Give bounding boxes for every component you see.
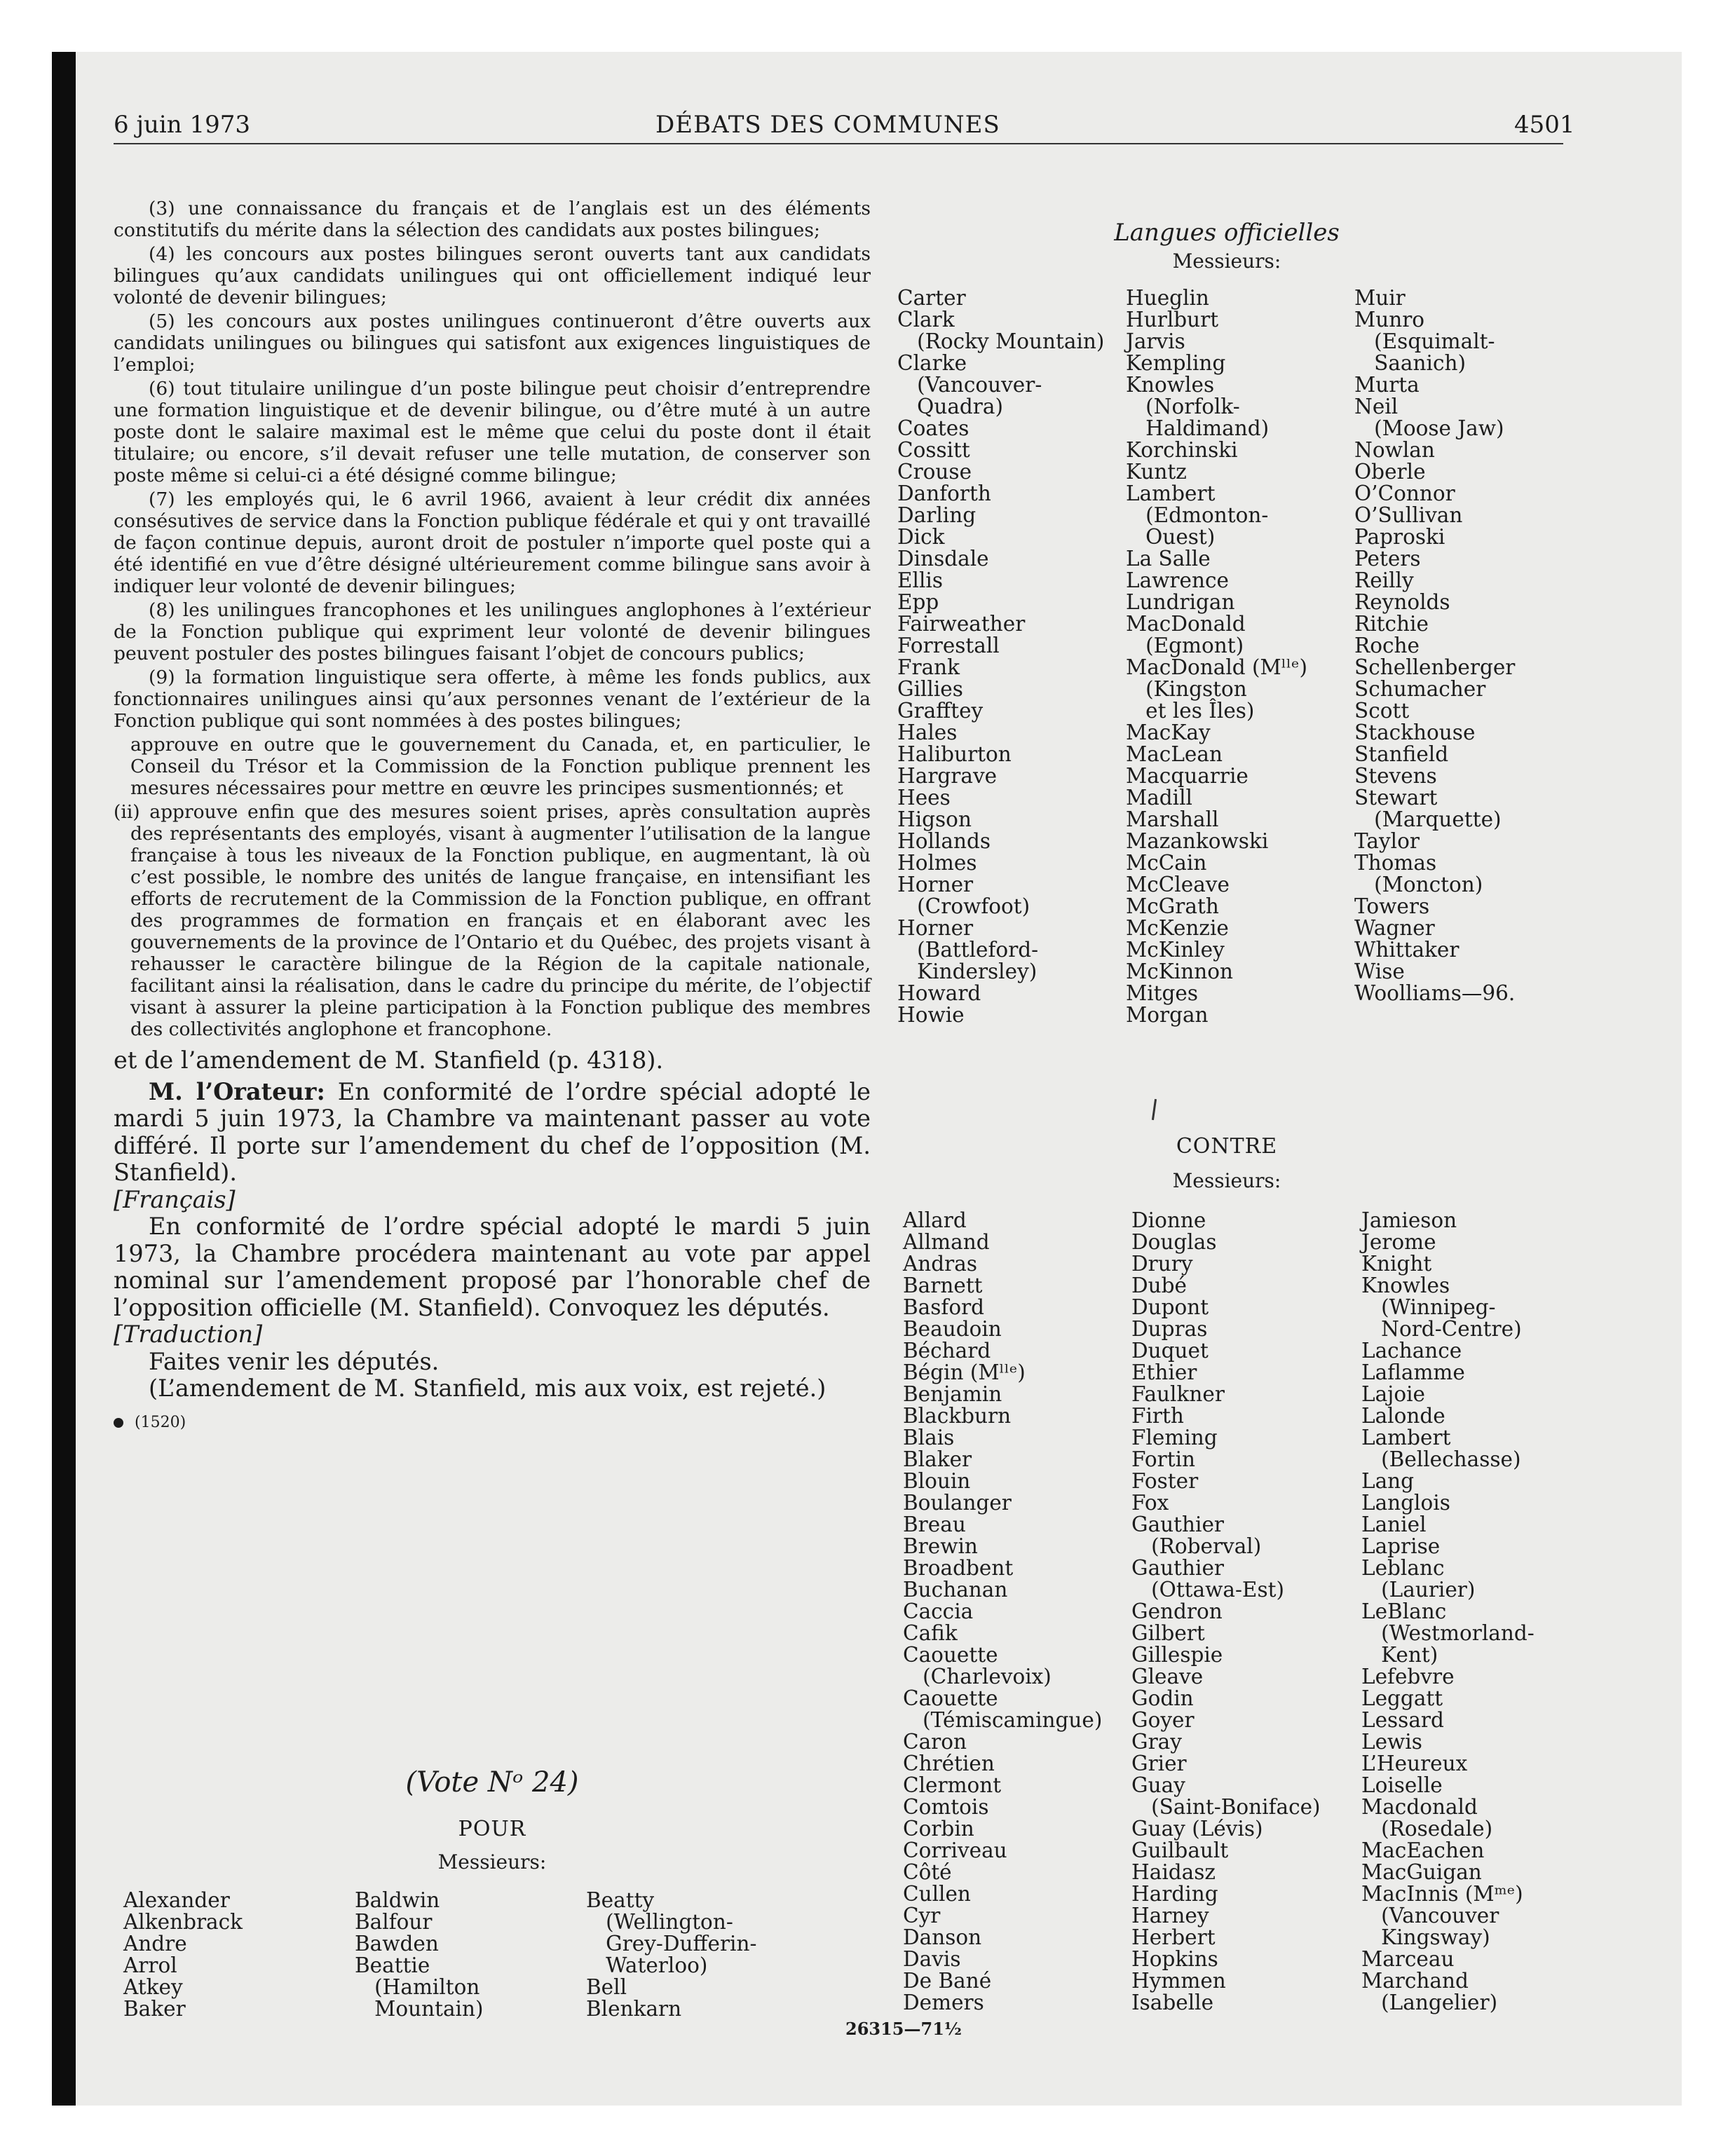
member-name: Murta xyxy=(1354,373,1420,397)
result-text: (L’amendement de M. Stanfield, mis aux voix, est rejeté.) xyxy=(149,1374,826,1402)
clause-5: (5) les concours aux postes unilingues continueront d’être ouverts aux candidats unilingues ou bilingues qui satisfont aux exigences linguistiques de l’emploi; xyxy=(114,311,871,376)
member-name: Haliburton xyxy=(897,742,1012,766)
member-name: Loiselle xyxy=(1361,1773,1443,1797)
member-name: Haidasz xyxy=(1131,1860,1216,1884)
member-name: (Saint-Boniface) xyxy=(1131,1795,1321,1819)
member-name: Paproski xyxy=(1354,525,1445,549)
member-name: Lalonde xyxy=(1361,1404,1445,1428)
member-name: Dinsdale xyxy=(897,547,989,571)
member-name: Dionne xyxy=(1131,1208,1206,1232)
member-name: Coates xyxy=(897,416,969,440)
member-name: Korchinski xyxy=(1126,438,1238,462)
member-name: (Vancouver xyxy=(1361,1904,1499,1928)
member-name: Laflamme xyxy=(1361,1360,1465,1384)
member-name: Gleave xyxy=(1131,1665,1204,1688)
member-name: Blenkarn xyxy=(586,1997,682,2021)
member-name: La Salle xyxy=(1126,547,1211,571)
member-name: Caouette xyxy=(903,1686,998,1710)
member-name: Fox xyxy=(1131,1491,1169,1515)
clause-3: (3) une connaissance du français et de l’anglais est un des éléments constitutifs du mérite dans la sélection des candidats aux postes bilingues; xyxy=(114,198,871,241)
member-name: Fleming xyxy=(1131,1426,1218,1449)
member-name: Marchand xyxy=(1361,1969,1469,1993)
member-name: Forrestall xyxy=(897,634,1000,657)
contre-heading: CONTRE xyxy=(1176,1134,1278,1159)
member-name: Grafftey xyxy=(897,699,984,723)
member-name: (Rosedale) xyxy=(1361,1817,1493,1841)
member-name: Gauthier xyxy=(1131,1513,1225,1536)
member-name: Roche xyxy=(1354,634,1420,657)
clause-ii: (ii) approuve enfin que des mesures soient prises, après consultation auprès des représentants des employés, visant à augmenter l’utilisation de la langue française à tous les niveaux de la Fonction publique, en augmentant, là où c’est possible, le nombre des unités de langue française, en intensifiant les efforts de recrutement de la Commission de la Fonction publique, en offrant des programmes de formation en français et en élaborant avec les gouvernements de la province de l’Ontario et du Québec, des projets visant à rehausser le caractère bilingue de la Région de la capitale nationale, facilitant ainsi la réalisation, dans le cadre du principe du mérite, de l’objectif visant à assurer la pleine participation à la Fonction publique des membres des collectivités anglophone et francophone. xyxy=(114,801,871,1040)
member-name: Nowlan xyxy=(1354,438,1435,462)
clause-6: (6) tout titulaire unilingue d’un poste bilingue peut choisir d’entreprendre une formation linguistique et de devenir bilingue, ou d’être muté à un autre poste dont le salaire maximal est le même que celui du poste dont il était titulaire; ou encore, s’il devait refuser une telle mutation, de conserver son poste même si celui-ci a été désigné comme bilingue; xyxy=(114,378,871,486)
member-name: O’Sullivan xyxy=(1354,503,1463,527)
member-name: Blackburn xyxy=(903,1404,1012,1428)
member-name: Stackhouse xyxy=(1354,721,1476,744)
member-name: Muir xyxy=(1354,286,1406,310)
member-name: Scott xyxy=(1354,699,1410,723)
contre-column-1 xyxy=(903,1210,1102,2014)
member-name: MacKay xyxy=(1126,721,1211,744)
member-name: Beatty xyxy=(586,1888,655,1912)
contre-messieurs: Messieurs: xyxy=(1172,1169,1281,1192)
member-name: McCain xyxy=(1126,851,1207,875)
member-name: Gillies xyxy=(897,677,963,701)
member-name: Wise xyxy=(1354,960,1405,983)
member-name: Frank xyxy=(897,655,960,679)
member-name: (Crowfoot) xyxy=(897,894,1030,918)
member-name: Thomas xyxy=(1354,851,1437,875)
member-name: Fortin xyxy=(1131,1447,1196,1471)
pour-column-1 xyxy=(123,1890,243,2020)
member-name: Dupras xyxy=(1131,1317,1208,1341)
member-name: Broadbent xyxy=(903,1556,1014,1580)
member-name: McGrath xyxy=(1126,894,1219,918)
member-name: Nord-Centre) xyxy=(1361,1317,1522,1341)
member-name: Leblanc xyxy=(1361,1556,1445,1580)
francais-tag: [Français] xyxy=(114,1185,236,1213)
member-name: Holmes xyxy=(897,851,977,875)
member-name: Langlois xyxy=(1361,1491,1450,1515)
francais-text: En conformité de l’ordre spécial adopté le mardi 5 juin 1973, la Chambre procédera maintenant au vote par appel nominal sur l’amendement proposé par l’honorable chef de l’opposition officielle (M. Stanfield). Convoquez les députés. xyxy=(114,1213,871,1321)
vote-title: (Vote Nᵒ 24) xyxy=(405,1766,579,1799)
member-name: Jamieson xyxy=(1361,1208,1457,1232)
member-name: Kingsway) xyxy=(1361,1925,1490,1949)
member-name: Isabelle xyxy=(1131,1991,1214,2014)
langues-title: Langues officielles xyxy=(1114,219,1340,247)
member-name: MacLean xyxy=(1126,742,1223,766)
member-name: Lawrence xyxy=(1126,568,1229,592)
member-name: Danforth xyxy=(897,482,991,505)
langues-messieurs: Messieurs: xyxy=(1172,250,1281,273)
member-name: Arrol xyxy=(123,1953,177,1977)
member-name: Stevens xyxy=(1354,764,1437,788)
member-name: (Edmonton- xyxy=(1126,503,1269,527)
member-name: Lundrigan xyxy=(1126,590,1235,614)
member-name: (Moose Jaw) xyxy=(1354,416,1504,440)
member-name: (Winnipeg- xyxy=(1361,1295,1496,1319)
langues-column-1 xyxy=(897,287,1104,1026)
member-name: Caouette xyxy=(903,1643,998,1667)
member-name: Jarvis xyxy=(1126,329,1185,353)
member-name: Blaker xyxy=(903,1447,972,1471)
member-name: Grier xyxy=(1131,1752,1187,1775)
member-name: Davis xyxy=(903,1947,961,1971)
member-name: Neil xyxy=(1354,395,1399,418)
member-name: Hees xyxy=(897,786,951,810)
member-name: Corbin xyxy=(903,1817,974,1841)
member-name: Schumacher xyxy=(1354,677,1486,701)
member-name: Reilly xyxy=(1354,568,1414,592)
member-name: Hargrave xyxy=(897,764,998,788)
member-name: Horner xyxy=(897,916,974,940)
member-name: Wagner xyxy=(1354,916,1435,940)
member-name: (Egmont) xyxy=(1126,634,1244,657)
member-name: Demers xyxy=(903,1991,984,2014)
member-name: Munro xyxy=(1354,308,1425,332)
clause-9: (9) la formation linguistique sera offerte, à même les fonds publics, aux fonctionnaires unilingues ainsi qu’aux personnes venant de l’extérieur de la Fonction publique qui sont nommées à des postes bilingues; xyxy=(114,667,871,732)
member-name: Breau xyxy=(903,1513,966,1536)
member-name: Lang xyxy=(1361,1469,1415,1493)
member-name: Beattie xyxy=(355,1953,430,1977)
member-name: Bawden xyxy=(355,1932,439,1956)
member-name: Morgan xyxy=(1126,1003,1209,1027)
member-name: Allmand xyxy=(903,1230,990,1254)
member-name: Towers xyxy=(1354,894,1430,918)
member-name: (Témiscamingue) xyxy=(903,1708,1103,1732)
member-name: Dick xyxy=(897,525,945,549)
member-name: Faulkner xyxy=(1131,1382,1225,1406)
member-name: Lajoie xyxy=(1361,1382,1425,1406)
clause-7: (7) les employés qui, le 6 avril 1966, avaient à leur crédit dix années consésutives de service dans la Fonction publique fédérale et qui y ont travaillé de façon continue depuis, auront droit de postuler n’importe quel poste qui a été identifié en vue d’être désigné ultérieurement comme bilingue sans avoir à indiquer leur volonté de devenir bilingues; xyxy=(114,489,871,597)
member-name: (Ottawa-Est) xyxy=(1131,1578,1284,1602)
member-name: MacEachen xyxy=(1361,1838,1485,1862)
member-name: Higson xyxy=(897,807,972,831)
member-name: Gilbert xyxy=(1131,1621,1205,1645)
member-name: Lachance xyxy=(1361,1339,1462,1363)
member-name: Guay (Lévis) xyxy=(1131,1817,1263,1841)
member-name: Stanfield xyxy=(1354,742,1449,766)
member-name: Gillespie xyxy=(1131,1643,1223,1667)
member-name: Marceau xyxy=(1361,1947,1455,1971)
member-name: MacDonald xyxy=(1126,612,1246,636)
member-name: Gauthier xyxy=(1131,1556,1225,1580)
member-name: Whittaker xyxy=(1354,938,1460,962)
timestamp-text: (1520) xyxy=(135,1413,186,1431)
member-name: Dupont xyxy=(1131,1295,1209,1319)
member-name: (Roberval) xyxy=(1131,1534,1262,1558)
member-name: Godin xyxy=(1131,1686,1194,1710)
member-name: Lambert xyxy=(1361,1426,1451,1449)
member-name: Knowles xyxy=(1126,373,1215,397)
member-name: Leggatt xyxy=(1361,1686,1443,1710)
member-name: Howard xyxy=(897,981,981,1005)
member-name: Kindersley) xyxy=(897,960,1037,983)
member-name: L’Heureux xyxy=(1361,1752,1468,1775)
left-column xyxy=(114,198,871,1431)
pour-heading: POUR xyxy=(458,1817,526,1841)
member-name: De Bané xyxy=(903,1969,992,1993)
member-name: Knight xyxy=(1361,1252,1432,1276)
header-title: DÉBATS DES COMMUNES xyxy=(655,111,1000,139)
member-name: Ouest) xyxy=(1126,525,1216,549)
member-name: Alexander xyxy=(123,1888,230,1912)
member-name: (Marquette) xyxy=(1354,807,1502,831)
member-name: Haldimand) xyxy=(1126,416,1270,440)
member-name: Comtois xyxy=(903,1795,989,1819)
member-name: Buchanan xyxy=(903,1578,1008,1602)
member-name: MacInnis (Mᵐᵉ) xyxy=(1361,1882,1523,1906)
member-name: (Westmorland- xyxy=(1361,1621,1535,1645)
member-name: McKinnon xyxy=(1126,960,1233,983)
member-name: Allard xyxy=(903,1208,967,1232)
member-name: Herbert xyxy=(1131,1925,1216,1949)
member-name: Harding xyxy=(1131,1882,1218,1906)
member-name: Kuntz xyxy=(1126,460,1187,484)
member-name: Lefebvre xyxy=(1361,1665,1455,1688)
member-name: Ritchie xyxy=(1354,612,1429,636)
member-name: Andre xyxy=(123,1932,187,1956)
member-name: et les Îles) xyxy=(1126,699,1255,723)
member-name: Beaudoin xyxy=(903,1317,1002,1341)
langues-column-3 xyxy=(1354,287,1515,1004)
member-name: Caron xyxy=(903,1730,967,1754)
contre-column-3 xyxy=(1361,1210,1535,2014)
langues-column-2 xyxy=(1126,287,1307,1026)
member-name: (Hamilton xyxy=(355,1975,480,1999)
member-name: LeBlanc xyxy=(1361,1599,1447,1623)
member-name: (Langelier) xyxy=(1361,1991,1498,2014)
member-name: Blouin xyxy=(903,1469,971,1493)
member-name: Fairweather xyxy=(897,612,1026,636)
member-name: Hurlburt xyxy=(1126,308,1219,332)
member-name: McKenzie xyxy=(1126,916,1229,940)
member-name: McKinley xyxy=(1126,938,1225,962)
member-name: Gendron xyxy=(1131,1599,1223,1623)
member-name: Dubé xyxy=(1131,1274,1187,1297)
bullet-icon xyxy=(114,1418,123,1428)
member-name: Ellis xyxy=(897,568,943,592)
member-name: (Charlevoix) xyxy=(903,1665,1052,1688)
traduction-tag: [Traduction] xyxy=(114,1321,263,1348)
member-name: Lessard xyxy=(1361,1708,1444,1732)
header-rule xyxy=(114,143,1563,144)
timestamp xyxy=(114,1414,871,1431)
member-name: Goyer xyxy=(1131,1708,1195,1732)
member-name: MacDonald (Mˡˡᵉ) xyxy=(1126,655,1307,679)
member-name: Schellenberger xyxy=(1354,655,1516,679)
member-name: Cyr xyxy=(903,1904,941,1928)
member-name: O’Connor xyxy=(1354,482,1455,505)
contre-column-2 xyxy=(1131,1210,1321,2014)
member-name: (Esquimalt- xyxy=(1354,329,1495,353)
clause-8: (8) les unilingues francophones et les unilingues anglophones à l’extérieur de la Fonction publique qui expriment leur volonté de devenir bilingues peuvent postuler des postes bilingues faisant l’objet de concours publics; xyxy=(114,599,871,664)
pour-messieurs: Messieurs: xyxy=(437,1850,547,1874)
member-name: Saanich) xyxy=(1354,351,1466,375)
member-name: (Wellington- xyxy=(586,1910,733,1934)
member-name: MacGuigan xyxy=(1361,1860,1482,1884)
member-name: (Kingston xyxy=(1126,677,1247,701)
member-name: Howie xyxy=(897,1003,965,1027)
traduction-text: Faites venir les députés. xyxy=(149,1347,440,1375)
member-name: Guay xyxy=(1131,1773,1185,1797)
member-name: Laniel xyxy=(1361,1513,1427,1536)
member-name: Côté xyxy=(903,1860,952,1884)
member-name: Crouse xyxy=(897,460,972,484)
member-name: Basford xyxy=(903,1295,985,1319)
member-name: Hales xyxy=(897,721,958,744)
member-name: Brewin xyxy=(903,1534,978,1558)
member-name: Baldwin xyxy=(355,1888,440,1912)
member-name: Gray xyxy=(1131,1730,1182,1754)
member-name: Atkey xyxy=(123,1975,183,1999)
member-name: Epp xyxy=(897,590,939,614)
member-name: (Bellechasse) xyxy=(1361,1447,1521,1471)
member-name: Corriveau xyxy=(903,1838,1007,1862)
member-name: Knowles xyxy=(1361,1274,1450,1297)
member-name: Harney xyxy=(1131,1904,1209,1928)
member-name: Mazankowski xyxy=(1126,829,1269,853)
member-name: Madill xyxy=(1126,786,1192,810)
member-name: Barnett xyxy=(903,1274,983,1297)
member-name: Duquet xyxy=(1131,1339,1209,1363)
speaker-label: M. l’Orateur: xyxy=(149,1077,325,1105)
member-name: Baker xyxy=(123,1997,186,2021)
clause-approuve: approuve en outre que le gouvernement du Canada, et, en particulier, le Conseil du Trésor et la Commission de la Fonction publique prennent les mesures nécessaires pour mettre en œuvre les principes susmentionnés; et xyxy=(130,734,871,799)
member-name: Mountain) xyxy=(355,1997,484,2021)
header-date: 6 juin 1973 xyxy=(114,111,250,139)
member-name: Balfour xyxy=(355,1910,433,1934)
member-name: Marshall xyxy=(1126,807,1219,831)
member-name: Cullen xyxy=(903,1882,971,1906)
member-name: Peters xyxy=(1354,547,1421,571)
member-name: Boulanger xyxy=(903,1491,1012,1515)
member-name: Lambert xyxy=(1126,482,1216,505)
member-name: Grey-Dufferin- xyxy=(586,1932,757,1956)
member-name: Quadra) xyxy=(897,395,1003,418)
member-name: Douglas xyxy=(1131,1230,1217,1254)
member-name: Blais xyxy=(903,1426,955,1449)
member-name: Béchard xyxy=(903,1339,991,1363)
member-name: Clermont xyxy=(903,1773,1002,1797)
member-name: Chrétien xyxy=(903,1752,995,1775)
member-name: Jerome xyxy=(1361,1230,1436,1254)
pour-column-2 xyxy=(355,1890,483,2020)
member-name: Lewis xyxy=(1361,1730,1422,1754)
member-name: Foster xyxy=(1131,1469,1199,1493)
member-name: Taylor xyxy=(1354,829,1420,853)
member-name: (Rocky Mountain) xyxy=(897,329,1105,353)
member-name: Oberle xyxy=(1354,460,1426,484)
member-name: Ethier xyxy=(1131,1360,1197,1384)
member-name: Benjamin xyxy=(903,1382,1002,1406)
member-name: (Battleford- xyxy=(897,938,1039,962)
amendment-line: et de l’amendement de M. Stanfield (p. 4318). xyxy=(114,1046,664,1074)
member-name: (Laurier) xyxy=(1361,1578,1476,1602)
member-name: Clark xyxy=(897,308,955,332)
member-name: Guilbault xyxy=(1131,1838,1229,1862)
member-name: Bégin (Mˡˡᵉ) xyxy=(903,1360,1026,1384)
member-name: Horner xyxy=(897,873,974,896)
member-name: Hopkins xyxy=(1131,1947,1218,1971)
member-name: Hueglin xyxy=(1126,286,1209,310)
member-name: (Norfolk- xyxy=(1126,395,1240,418)
member-name: Hymmen xyxy=(1131,1969,1226,1993)
member-name: McCleave xyxy=(1126,873,1230,896)
member-name: Kempling xyxy=(1126,351,1226,375)
member-name: Kent) xyxy=(1361,1643,1438,1667)
member-name: Clarke xyxy=(897,351,967,375)
member-name: (Moncton) xyxy=(1354,873,1483,896)
member-name: Drury xyxy=(1131,1252,1193,1276)
member-name: (Vancouver- xyxy=(897,373,1042,397)
pour-column-3 xyxy=(586,1890,756,2020)
member-name: Firth xyxy=(1131,1404,1184,1428)
clause-4: (4) les concours aux postes bilingues seront ouverts tant aux candidats bilingues qu’aux candidats unilingues qui ont officiellement indiqué leur volonté de devenir bilingues; xyxy=(114,243,871,308)
speaker-text: En conformité de l’ordre spécial adopté le mardi 5 juin 1973, la Chambre va maintenant passer au vote différé. Il porte sur l’amendement du chef de l’opposition (M. Stanfield). xyxy=(114,1077,871,1186)
member-name: Darling xyxy=(897,503,977,527)
member-name: Macquarrie xyxy=(1126,764,1248,788)
member-name: Danson xyxy=(903,1925,982,1949)
member-name: Woolliams—96. xyxy=(1354,981,1516,1005)
member-name: Waterloo) xyxy=(586,1953,708,1977)
speaker-paragraph xyxy=(114,1079,871,1187)
member-name: Macdonald xyxy=(1361,1795,1478,1819)
member-name: Mitges xyxy=(1126,981,1198,1005)
member-name: Laprise xyxy=(1361,1534,1441,1558)
member-name: Carter xyxy=(897,286,966,310)
footer-code: 26315—71½ xyxy=(845,2019,962,2039)
member-name: Hollands xyxy=(897,829,991,853)
member-name: Bell xyxy=(586,1975,627,1999)
member-name: Andras xyxy=(903,1252,978,1276)
header-page-number: 4501 xyxy=(1514,111,1575,139)
member-name: Cossitt xyxy=(897,438,970,462)
member-name: Cafik xyxy=(903,1621,958,1645)
member-name: Alkenbrack xyxy=(123,1910,243,1934)
member-name: Stewart xyxy=(1354,786,1438,810)
member-name: Reynolds xyxy=(1354,590,1450,614)
member-name: Caccia xyxy=(903,1599,974,1623)
